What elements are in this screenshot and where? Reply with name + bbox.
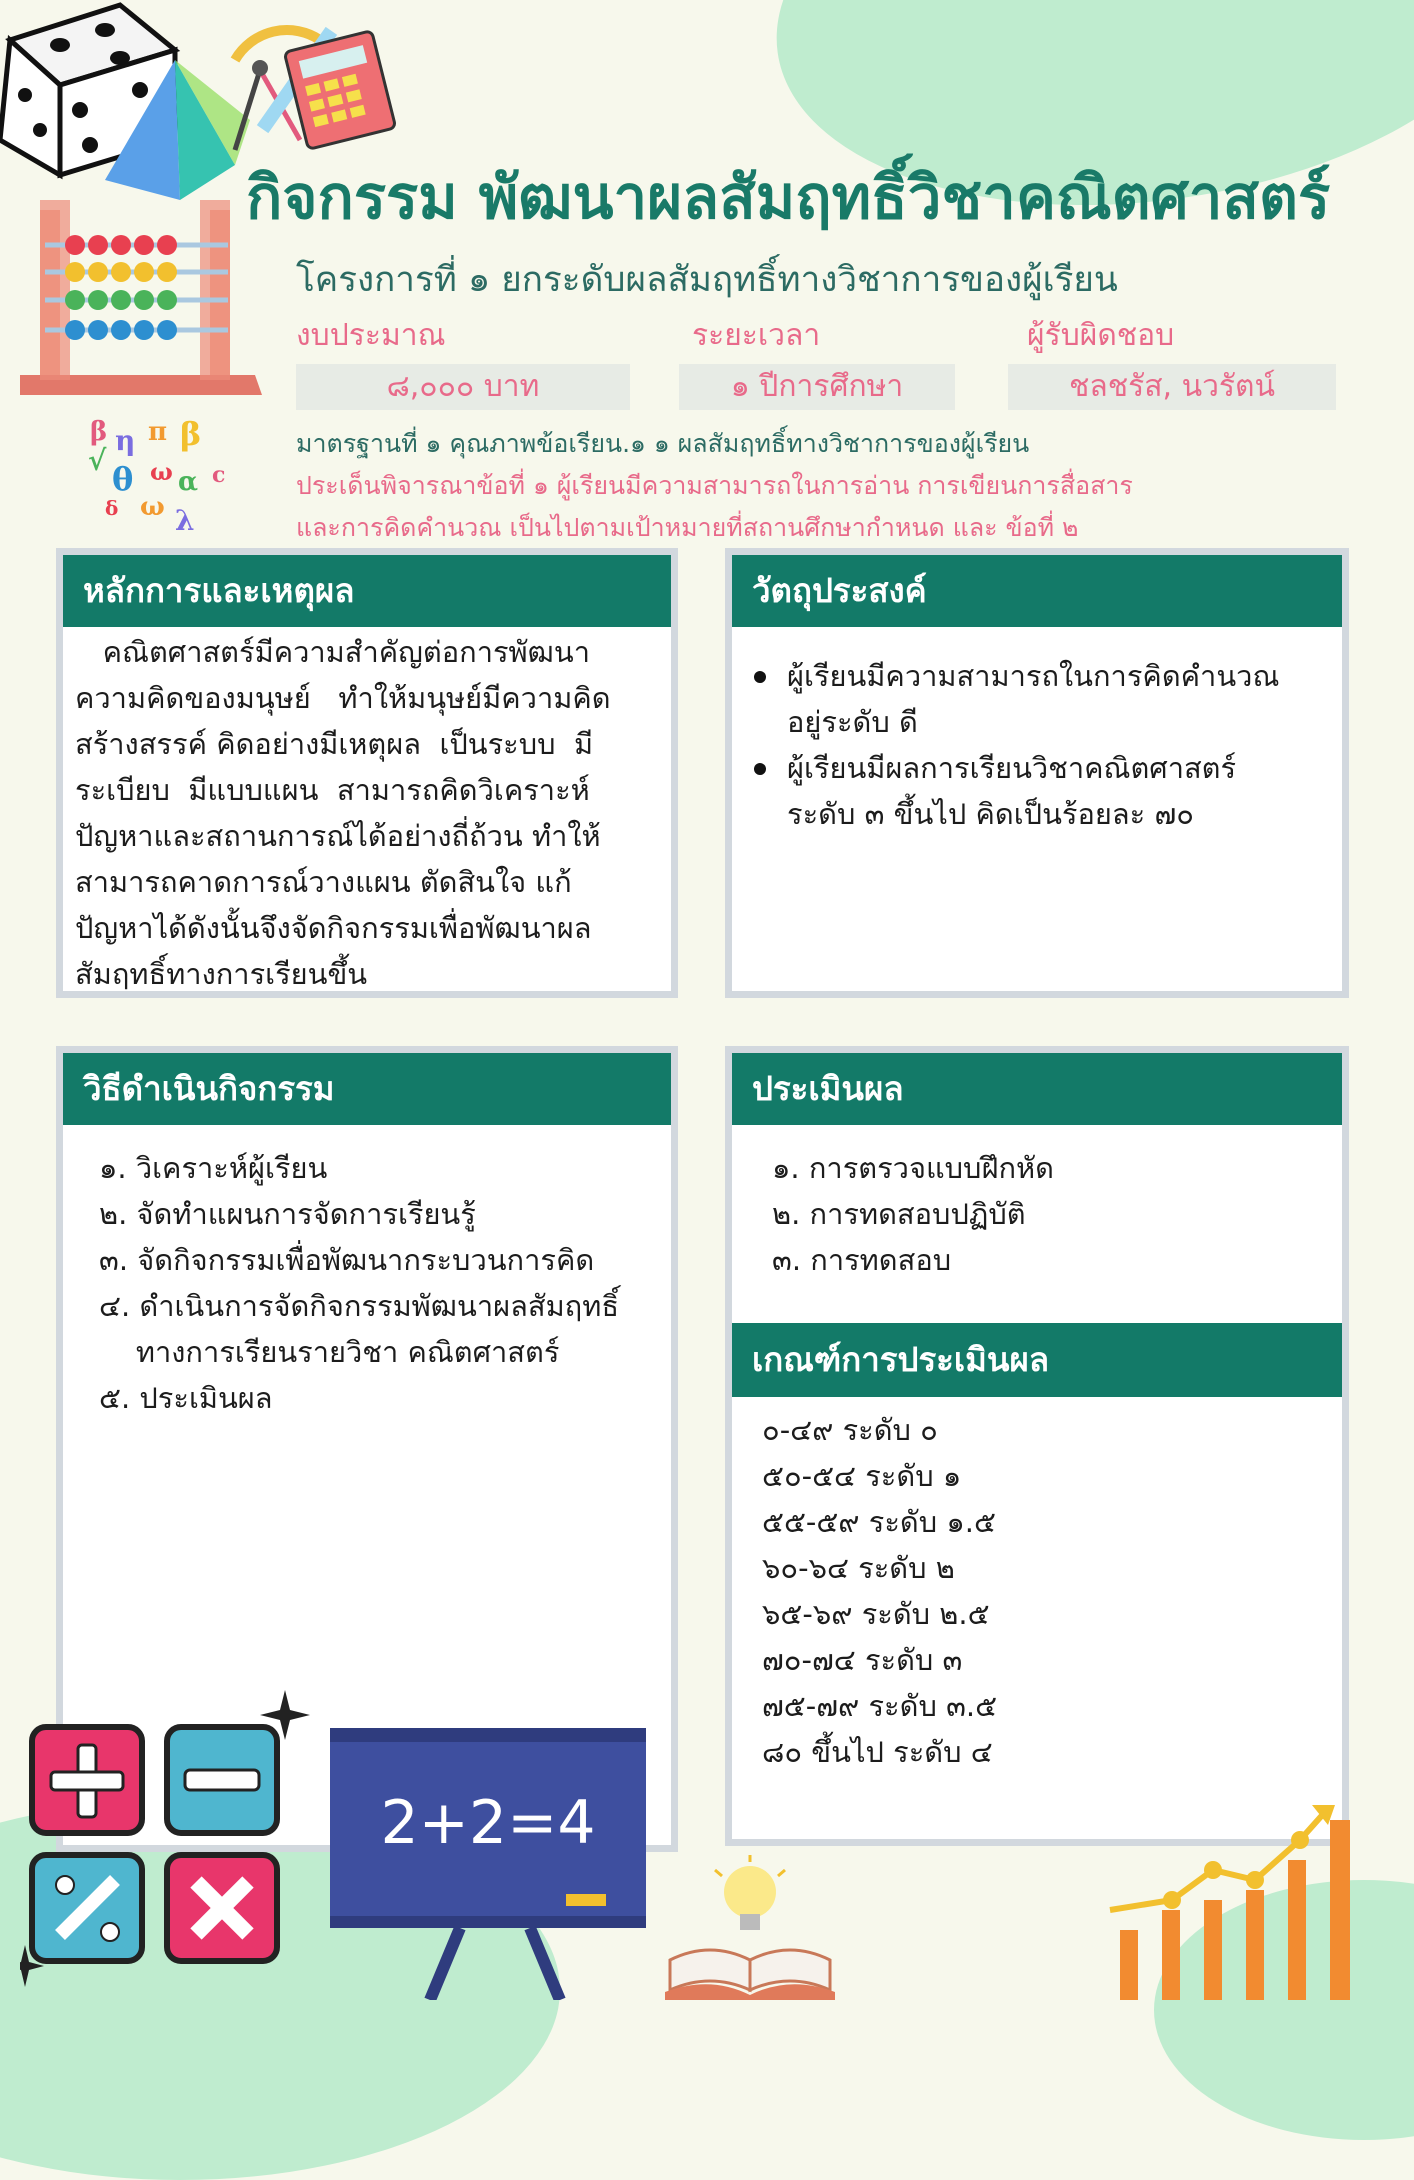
- svg-text:η: η: [115, 424, 136, 457]
- svg-text:λ: λ: [175, 504, 195, 537]
- divide-icon: [32, 1855, 142, 1961]
- abacus-icon: [20, 200, 262, 395]
- evaluation-item: ๒. การทดสอบปฏิบัติ: [772, 1197, 1026, 1231]
- rationale-line: สามารถคาดการณ์วางแผน ตัดสินใจ แก้: [75, 865, 572, 899]
- procedure-step: ๕. ประเมินผล: [99, 1381, 273, 1415]
- svg-text:ω: ω: [140, 492, 165, 522]
- evaluation-item: ๓. การทดสอบ: [772, 1243, 952, 1277]
- bullet-icon: [754, 671, 766, 683]
- objective-item: ผู้เรียนมีความสามารถในการคิดคำนวณ อยู่ระดับ ดี: [787, 653, 1347, 745]
- rationale-line: คณิตศาสตร์มีความสำคัญต่อการพัฒนา: [75, 635, 590, 669]
- procedure-list: [99, 1145, 679, 1421]
- duration-label: ระยะเวลา: [692, 318, 821, 353]
- svg-text:δ: δ: [105, 496, 119, 520]
- project-line: โครงการที่ ๑ ยกระดับผลสัมฤทธิ์ทางวิชาการของผู้เรียน: [296, 260, 1118, 300]
- rationale-card: [56, 548, 678, 998]
- procedure-step: ๓. จัดกิจกรรมเพื่อพัฒนากระบวนการคิด: [99, 1243, 595, 1277]
- chalk-icon: [566, 1894, 606, 1906]
- rationale-body: [75, 629, 675, 997]
- criteria-item: ๐-๔๙ ระดับ ๐: [762, 1413, 938, 1447]
- criteria-item: ๖๕-๖๙ ระดับ ๒.๕: [762, 1597, 990, 1631]
- procedure-step: ๔. ดำเนินการจัดกิจกรรมพัฒนาผลสัมฤทธิ์: [99, 1289, 620, 1323]
- minus-icon: [167, 1727, 277, 1833]
- svg-text:π: π: [148, 417, 168, 447]
- standard-line-3: และการคิดคำนวณ เป็นไปตามเป้าหมายที่สถานศึกษากำหนด และ ข้อที่ ๒: [296, 513, 1079, 542]
- rationale-line: สัมฤทธิ์ทางการเรียนขึ้น: [75, 957, 368, 991]
- rationale-line: ปัญหาและสถานการณ์ได้อย่างถี่ถ้วน ทำให้: [75, 819, 601, 853]
- criteria-item: ๗๕-๗๙ ระดับ ๓.๕: [762, 1689, 998, 1723]
- chalkboard: [330, 1728, 646, 1928]
- svg-text:β: β: [90, 417, 108, 447]
- rationale-line: สร้างสรรค์ คิดอย่างมีเหตุผล เป็นระบบ มี: [75, 727, 594, 761]
- procedure-step: ๒. จัดทำแผนการจัดการเรียนรู้: [99, 1197, 476, 1231]
- svg-text:ω: ω: [150, 457, 173, 486]
- criteria-item: ๖๐-๖๔ ระดับ ๒: [762, 1551, 955, 1585]
- evaluation-item: ๑. การตรวจแบบฝึกหัด: [772, 1151, 1054, 1185]
- budget-label: งบประมาณ: [296, 318, 446, 353]
- rationale-heading: หลักการและเหตุผล: [63, 555, 671, 627]
- lightbulb-icon: [715, 1855, 785, 1930]
- criteria-item: ๗๐-๗๔ ระดับ ๓: [762, 1643, 963, 1677]
- svg-text:α: α: [178, 467, 199, 497]
- criteria-list: [762, 1407, 1322, 1775]
- bullet-icon: [754, 763, 766, 775]
- rationale-line: ความคิดของมนุษย์ ทำให้มนุษย์มีความคิด: [75, 681, 611, 715]
- svg-text:√: √: [88, 444, 107, 477]
- page-title: กิจกรรม พัฒนาผลสัมฤทธิ์วิชาคณิตศาสตร์: [246, 163, 1331, 233]
- svg-text:c: c: [212, 462, 226, 488]
- math-operators-illustration: [20, 1690, 320, 2000]
- objectives-heading: วัตถุประสงค์: [732, 555, 1342, 627]
- rationale-line: ปัญหาได้ดังนั้นจึงจัดกิจกรรมเพื่อพัฒนาผล: [75, 911, 592, 945]
- growth-chart-illustration: [1100, 1800, 1360, 2000]
- evaluation-heading: ประเมินผล: [732, 1053, 1342, 1125]
- procedure-heading: วิธีดำเนินกิจกรรม: [63, 1053, 671, 1125]
- calculator-icon: [284, 31, 396, 150]
- objective-item: ผู้เรียนมีผลการเรียนวิชาคณิตศาสตร์ ระดับ ๓ ขึ้นไป คิดเป็นร้อยละ ๗๐: [787, 745, 1347, 837]
- criteria-item: ๘๐ ขึ้นไป ระดับ ๔: [762, 1735, 993, 1769]
- criteria-heading: เกณฑ์การประเมินผล: [732, 1323, 1342, 1397]
- book-lightbulb-illustration: [650, 1850, 850, 2000]
- owner-value: ชลชรัส, นวรัตน์: [1008, 364, 1336, 410]
- chalkboard-stand: [420, 1928, 570, 2000]
- svg-text:θ: θ: [112, 460, 134, 498]
- procedure-step: ๑. วิเคราะห์ผู้เรียน: [99, 1151, 328, 1185]
- multiply-icon: [167, 1855, 277, 1961]
- svg-text:β: β: [180, 415, 202, 453]
- budget-value: ๘,๐๐๐ บาท: [296, 364, 630, 410]
- chalkboard-text: 2+2=4: [380, 1788, 596, 1858]
- criteria-item: ๕๕-๕๙ ระดับ ๑.๕: [762, 1505, 996, 1539]
- evaluation-card: [725, 1046, 1349, 1846]
- standard-line-1: มาตรฐานที่ ๑ คุณภาพข้อเรียน.๑ ๑ ผลสัมฤทธิ์ทางวิชาการของผู้เรียน: [296, 429, 1030, 458]
- open-book-icon: [665, 1950, 835, 2000]
- owner-label: ผู้รับผิดชอบ: [1027, 318, 1175, 353]
- objectives-card: [725, 548, 1349, 998]
- evaluation-list: [772, 1145, 1332, 1283]
- objectives-list: [787, 653, 1347, 837]
- plus-icon: [32, 1727, 142, 1833]
- duration-value: ๑ ปีการศึกษา: [679, 364, 955, 410]
- rationale-line: ระเบียบ มีแบบแผน สามารถคิดวิเคราะห์: [75, 773, 590, 807]
- standard-line-2: ประเด็นพิจารณาข้อที่ ๑ ผู้เรียนมีความสามารถในการอ่าน การเขียนการสื่อสาร: [296, 471, 1133, 500]
- procedure-step: ทางการเรียนรายวิชา คณิตศาสตร์: [99, 1335, 560, 1369]
- math-symbols-icon: [88, 415, 225, 537]
- criteria-item: ๕๐-๕๔ ระดับ ๑: [762, 1459, 962, 1493]
